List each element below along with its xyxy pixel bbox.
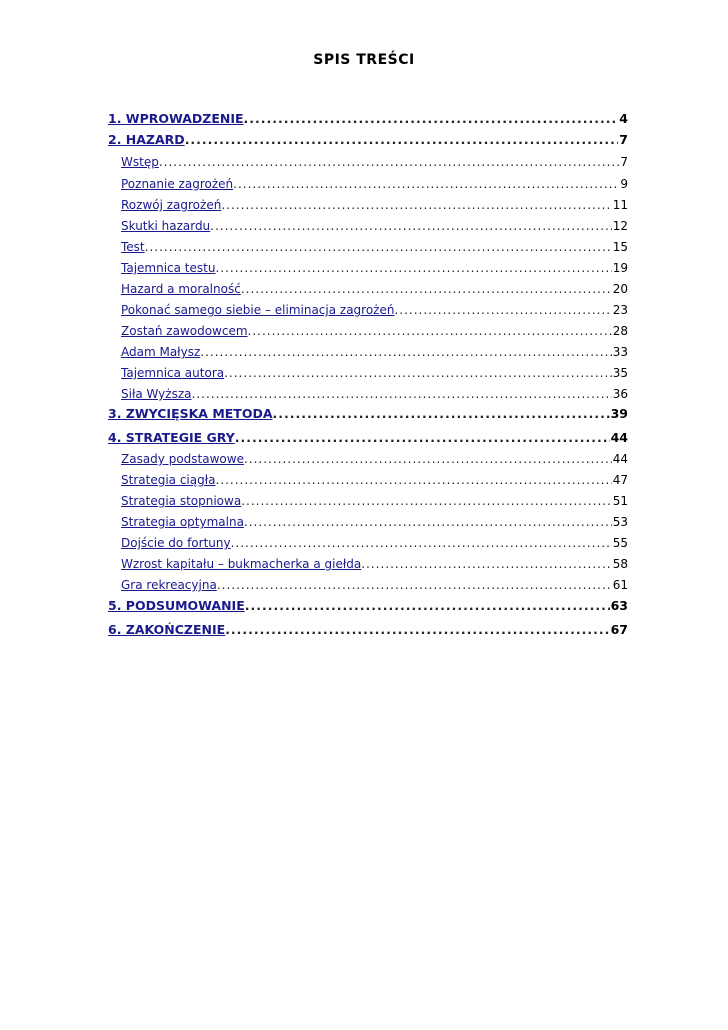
- dot-leader: [394, 301, 611, 319]
- page-number: 12: [612, 219, 628, 233]
- toc-link[interactable]: Wstęp: [121, 155, 159, 169]
- toc-link[interactable]: 5. PODSUMOWANIE: [108, 598, 245, 613]
- page-number: 15: [612, 240, 628, 254]
- dot-leader: [215, 471, 611, 489]
- page-number: 51: [612, 494, 628, 508]
- toc-entry-pokonac-samego-siebie[interactable]: [121, 301, 628, 319]
- toc-entry-4-strategie-gry[interactable]: [108, 429, 628, 447]
- page-number: 61: [612, 578, 628, 592]
- page-number: 58: [612, 557, 628, 571]
- toc-link[interactable]: Siła Wyższa: [121, 387, 192, 401]
- toc-link[interactable]: Gra rekreacyjna: [121, 578, 217, 592]
- page-number: 7: [619, 132, 628, 147]
- toc-link[interactable]: Strategia ciągła: [121, 473, 216, 487]
- dot-leader: [224, 364, 612, 382]
- page-number: 44: [610, 430, 628, 445]
- page-number: 47: [612, 473, 628, 487]
- page-number: 9: [620, 177, 628, 191]
- page-number: 39: [610, 406, 628, 421]
- page-number: 11: [612, 198, 628, 212]
- toc-entry-3-zwycieska-metoda[interactable]: [108, 405, 628, 423]
- dot-leader: [273, 405, 610, 423]
- dot-leader: [235, 429, 610, 447]
- toc-entry-hazard-a-moralnosc[interactable]: [121, 280, 628, 298]
- toc-link[interactable]: Strategia stopniowa: [121, 494, 242, 508]
- page-number: 33: [612, 345, 628, 359]
- toc-entry-gra-rekreacyjna[interactable]: [121, 576, 628, 594]
- page-number: 4: [619, 111, 628, 126]
- page-number: 63: [610, 598, 628, 613]
- toc-link[interactable]: Rozwój zagrożeń: [121, 198, 222, 212]
- toc-entry-poznanie-zagrozen[interactable]: [121, 175, 628, 193]
- page-number: 23: [612, 303, 628, 317]
- toc-entry-adam-malysz[interactable]: [121, 343, 628, 361]
- dot-leader: [233, 175, 619, 193]
- dot-leader: [244, 513, 612, 531]
- page-number: 28: [612, 324, 628, 338]
- toc-link[interactable]: Zostań zawodowcem: [121, 324, 248, 338]
- toc-entry-dojscie-do-fortuny[interactable]: [121, 534, 628, 552]
- toc-entry-2-hazard[interactable]: [108, 131, 628, 149]
- dot-leader: [248, 322, 612, 340]
- toc-link[interactable]: Strategia optymalna: [121, 515, 244, 529]
- dot-leader: [245, 597, 610, 615]
- toc-entry-strategia-optymalna[interactable]: [121, 513, 628, 531]
- toc-entry-wstep[interactable]: [121, 153, 628, 171]
- toc-entry-sila-wyzsza[interactable]: [121, 385, 628, 403]
- dot-leader: [221, 196, 611, 214]
- toc-link[interactable]: 4. STRATEGIE GRY: [108, 430, 235, 445]
- page-number: 44: [612, 452, 628, 466]
- toc-link[interactable]: 1. WPROWADZENIE: [108, 111, 244, 126]
- toc-link[interactable]: Poznanie zagrożeń: [121, 177, 234, 191]
- dot-leader: [225, 621, 609, 639]
- dot-leader: [361, 555, 612, 573]
- toc-link[interactable]: Tajemnica autora: [121, 366, 225, 380]
- toc-entry-rozwoj-zagrozen[interactable]: [121, 196, 628, 214]
- toc-entry-zostan-zawodowcem[interactable]: [121, 322, 628, 340]
- page-number: 35: [612, 366, 628, 380]
- toc-entry-1-wprowadzenie[interactable]: [108, 110, 628, 128]
- dot-leader: [241, 492, 612, 510]
- toc-link[interactable]: Adam Małysz: [121, 345, 201, 359]
- toc-link[interactable]: Tajemnica testu: [121, 261, 216, 275]
- page-number: 55: [612, 536, 628, 550]
- page-number: 7: [620, 155, 628, 169]
- toc-link[interactable]: 6. ZAKOŃCZENIE: [108, 622, 226, 637]
- toc-link[interactable]: Dojście do fortuny: [121, 536, 231, 550]
- toc-link[interactable]: Pokonać samego siebie – eliminacja zagrożeń: [121, 303, 395, 317]
- toc-link[interactable]: Test: [121, 240, 145, 254]
- toc-entry-5-podsumowanie[interactable]: [108, 597, 628, 615]
- toc-entry-wzrost-kapitalu[interactable]: [121, 555, 628, 573]
- dot-leader: [159, 153, 620, 171]
- dot-leader: [200, 343, 611, 361]
- dot-leader: [145, 238, 612, 256]
- toc-link[interactable]: Zasady podstawowe: [121, 452, 244, 466]
- toc-link[interactable]: 2. HAZARD: [108, 132, 185, 147]
- dot-leader: [215, 259, 611, 277]
- dot-leader: [185, 131, 619, 149]
- toc-entry-tajemnica-autora[interactable]: [121, 364, 628, 382]
- dot-leader: [210, 217, 612, 235]
- dot-leader: [244, 450, 612, 468]
- dot-leader: [217, 576, 612, 594]
- page-number: 67: [610, 622, 628, 637]
- toc-link[interactable]: 3. ZWYCIĘSKA METODA: [108, 406, 273, 421]
- toc-entry-tajemnica-testu[interactable]: [121, 259, 628, 277]
- toc-entry-strategia-ciagla[interactable]: [121, 471, 628, 489]
- page-number: 20: [612, 282, 628, 296]
- page-number: 53: [612, 515, 628, 529]
- toc-entry-6-zakonczenie[interactable]: [108, 621, 628, 639]
- toc-entry-skutki-hazardu[interactable]: [121, 217, 628, 235]
- page-number: 19: [612, 261, 628, 275]
- dot-leader: [244, 110, 619, 128]
- toc-entry-strategia-stopniowa[interactable]: [121, 492, 628, 510]
- toc-link[interactable]: Hazard a moralność: [121, 282, 241, 296]
- dot-leader: [231, 534, 612, 552]
- page-number: 36: [612, 387, 628, 401]
- toc-entry-zasady-podstawowe[interactable]: [121, 450, 628, 468]
- dot-leader: [241, 280, 612, 298]
- toc-link[interactable]: Wzrost kapitału – bukmacherka a giełda: [121, 557, 362, 571]
- toc-link[interactable]: Skutki hazardu: [121, 219, 211, 233]
- dot-leader: [192, 385, 612, 403]
- toc-entry-test[interactable]: [121, 238, 628, 256]
- page-title: SPIS TREŚCI: [313, 52, 415, 68]
